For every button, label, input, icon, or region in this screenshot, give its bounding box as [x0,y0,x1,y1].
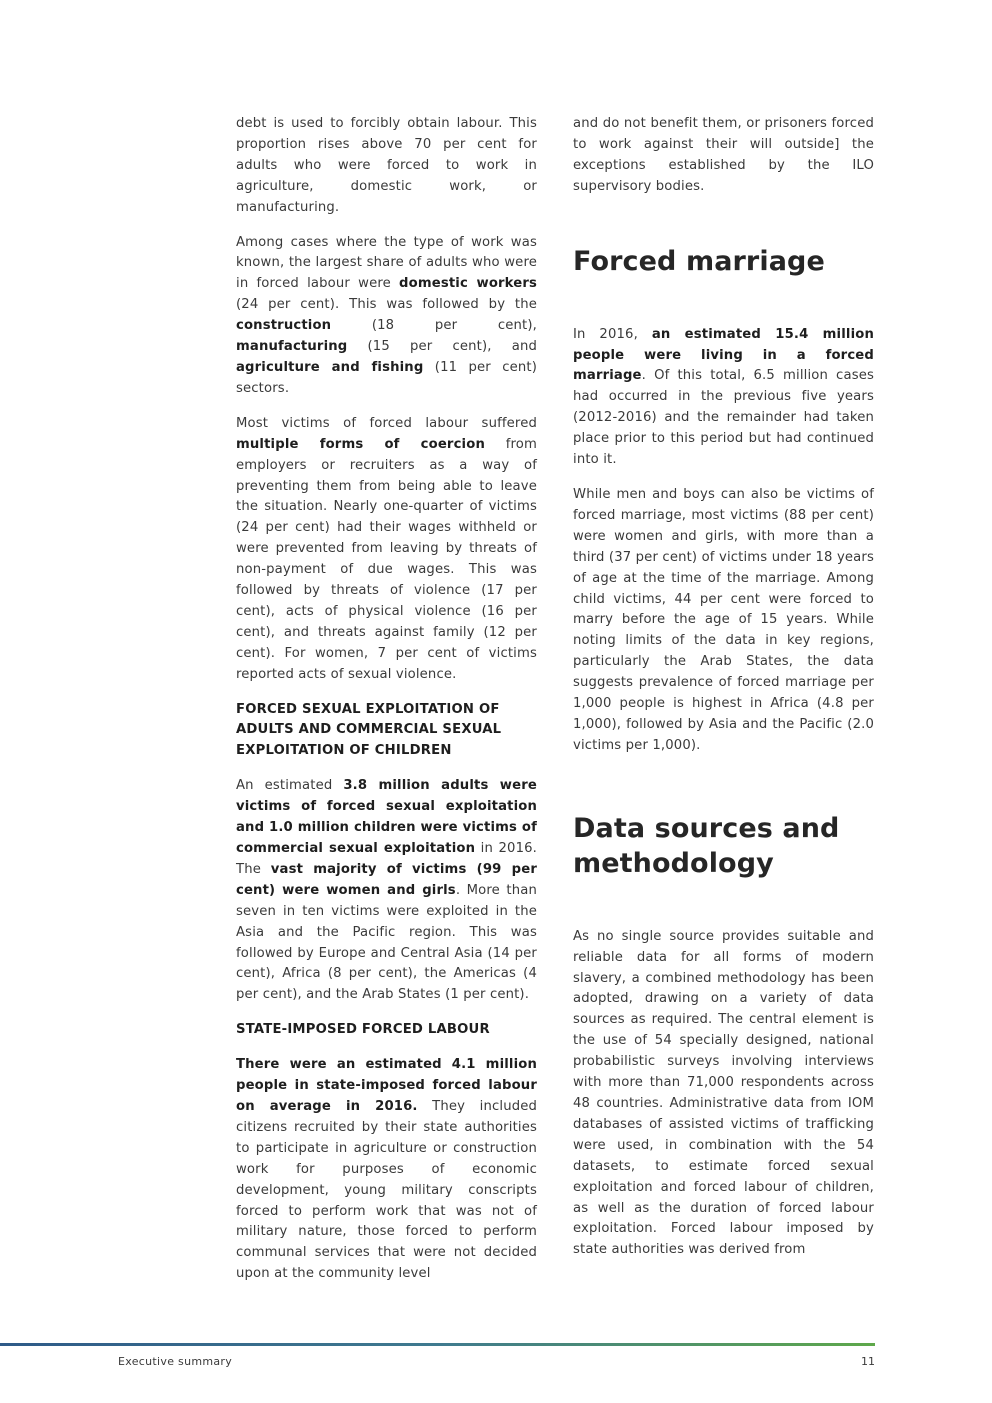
subheading-state-imposed: STATE-IMPOSED FORCED LABOUR [236,1022,490,1038]
heading-forced-marriage: Forced marriage [573,245,825,277]
heading-data-sources: Data sources and methodology [573,812,840,879]
paragraph-state-imposed: There were an estimated 4.1 million people in state-imposed forced labour on average in 2016. They included citizens recruited by their state authorities to participate in agriculture or construction work for purposes of economic development, young military conscripts forced to perform work that was not of military nature, those forced to perform communal services that were not decided upon at the community level [236,1057,538,1282]
paragraph-debt: debt is used to forcibly obtain labour. This proportion rises above 70 per cent for adults who were forced to work in agriculture, domestic work, or manufacturing. [236,116,537,215]
footer-section-title: Executive summary [118,1355,233,1368]
paragraph-coercion: Most victims of forced labour suffered multiple forms of coercion from employers or recruiters as a way of preventing them from being able to leave the situation. Nearly one-quarter of victims (24 per cent) had their wages withheld or were prevented from leaving by threats of non-payment of due wages. This was followed by threats of violence (17 per cent), acts of physical violence (16 per cent), and threats against family (12 per cent). For women, 7 per cent of victims reported acts of sexual violence. [236,415,537,682]
subheading-sexual-exploitation: FORCED SEXUAL EXPLOITATION OF ADULTS AND COMMERCIAL SEXUAL EXPLOITATION OF CHILDREN [236,701,502,759]
paragraph-sexual-exploitation: An estimated 3.8 million adults were victims of forced sexual exploitation and 1.0 million children were victims of commercial sexual exploitation in 2016. The vast majority of victims (99 per cent) were women and girls. More than seven in ten victims were exploited in the Asia and the Pacific region. This was followed by Europe and Central Asia (14 per cent), Africa (8 per cent), the Americas (4 per cent), and the Arab States (1 per cent). [236,778,537,1003]
page-number: 11 [861,1355,875,1368]
right-column [573,114,874,1275]
paragraph-work-types: Among cases where the type of work was known, the largest share of adults who were in forced labour were domestic workers (24 per cent). This was followed by the construction (18 per cent), manufacturing (15 per cent), and agriculture and fishing (11 per cent) sectors. [236,234,538,396]
paragraph-methodology: As no single source provides suitable and reliable data for all forms of modern slavery, a combined methodology has been adopted, drawing on a variety of data sources as required. The central element is the use of 54 specially designed, national probabilistic surveys involving interviews with more than 71,000 respondents across 48 countries. Administrative data from IOM databases of assisted victims of trafficking were used, in combination with the 54 datasets, to estimate forced sexual exploitation and forced labour of children, as well as the duration of forced labour exploitation. Forced labour imposed by state authorities was derived from [573,928,874,1258]
left-column [236,114,537,1299]
paragraph-continuation: and do not benefit them, or prisoners forced to work against their will outside] the exceptions established by the ILO supervisory bodies. [573,116,874,194]
paragraph-forced-marriage-estimate: In 2016, an estimated 15.4 million people were living in a forced marriage. Of this total, 6.5 million cases had occurred in the previous five years (2012-2016) and the remainder had taken place prior to this period but had continued into it. [573,326,874,468]
paragraph-forced-marriage-victims: While men and boys can also be victims of forced marriage, most victims (88 per cent) were women and girls, with more than a third (37 per cent) of victims under 18 years of age at the time of the marriage. Among child victims, 44 per cent were forced to marry before the age of 15 years. While noting limits of the data in key regions, particularly the Arab States, the data suggests prevalence of forced marriage per 1,000 people is highest in Africa (4.8 per 1,000), followed by Asia and the Pacific (2.0 victims per 1,000). [573,486,874,753]
footer-divider [0,1343,875,1346]
